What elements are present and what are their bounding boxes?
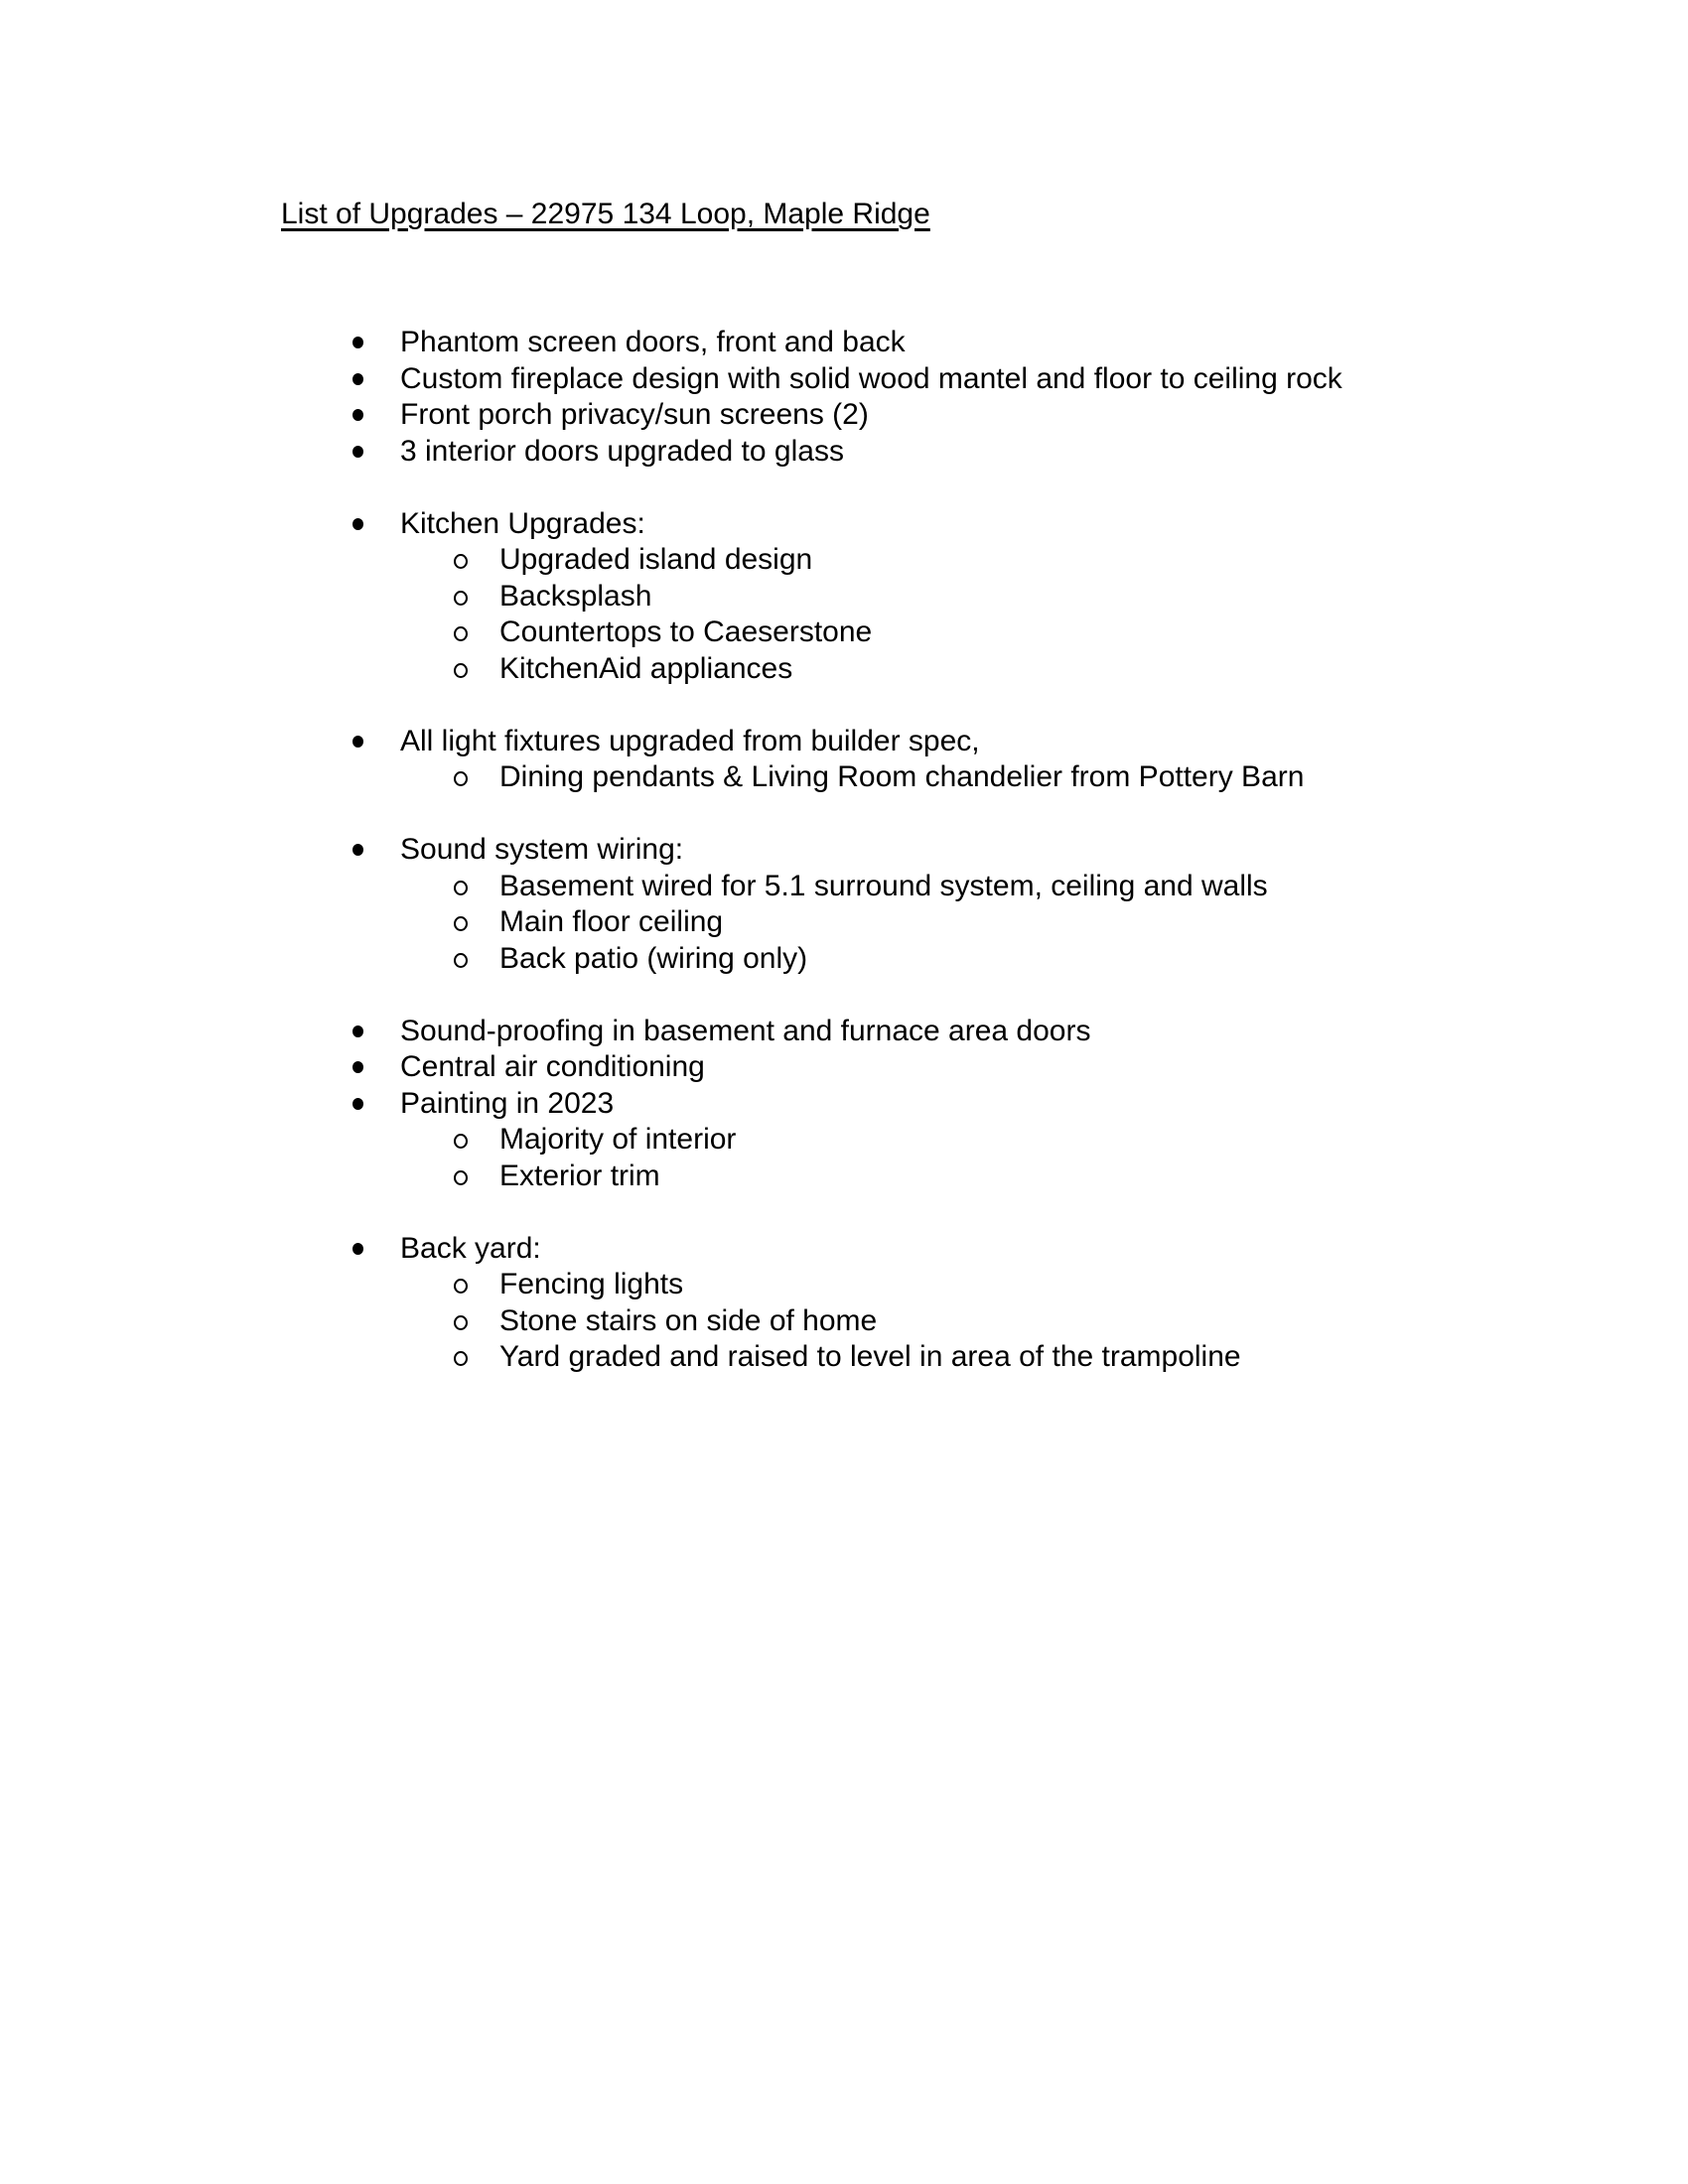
list-item-text: Basement wired for 5.1 surround system, ceiling and walls [499, 869, 1268, 902]
list-item-text: Front porch privacy/sun screens (2) [400, 398, 869, 431]
list-item-text: Fencing lights [499, 1268, 684, 1300]
list-item [281, 832, 1453, 869]
list-item [281, 651, 1453, 688]
bullet-circle-icon [454, 953, 468, 968]
list-item-text: 3 interior doors upgraded to glass [400, 434, 844, 468]
bullet-dot-icon [352, 1243, 363, 1255]
list-item-text: Kitchen Upgrades: [400, 506, 645, 540]
list-item [281, 1086, 1453, 1123]
bullet-dot-icon [352, 1061, 363, 1073]
list-item [281, 361, 1453, 398]
list-item [281, 1049, 1453, 1086]
list-item-text: Back patio (wiring only) [499, 941, 808, 975]
document-title: List of Upgrades – 22975 134 Loop, Maple Ridge [281, 198, 930, 230]
bullet-dot-icon [352, 409, 363, 421]
list-item-text: Painting in 2023 [400, 1086, 615, 1120]
list-item [281, 904, 1453, 941]
list-item [281, 325, 1453, 361]
list-item [281, 397, 1453, 434]
list-item-text: Sound system wiring: [400, 833, 684, 866]
list-item [281, 542, 1453, 579]
list-item-text: Back yard: [400, 1231, 541, 1265]
list-item [281, 614, 1453, 651]
bullet-circle-icon [454, 626, 468, 641]
list-item [281, 579, 1453, 615]
bullet-dot-icon [352, 844, 363, 856]
list-item [281, 1014, 1453, 1050]
bullet-dot-icon [352, 446, 363, 458]
bullet-dot-icon [352, 518, 363, 530]
bullet-circle-icon [454, 1134, 468, 1149]
bullet-circle-icon [454, 1351, 468, 1366]
list-item [281, 724, 1453, 760]
list-item [281, 941, 1453, 978]
bullet-circle-icon [454, 1315, 468, 1330]
list-item-text: Yard graded and raised to level in area of the trampoline [499, 1340, 1241, 1373]
bullet-dot-icon [352, 1098, 363, 1110]
list-item [281, 1231, 1453, 1268]
list-item-text: Main floor ceiling [499, 905, 724, 938]
list-item-text: Stone stairs on side of home [499, 1303, 878, 1337]
upgrade-list [281, 325, 1453, 1376]
bullet-circle-icon [454, 771, 468, 786]
list-item-text: KitchenAid appliances [499, 651, 793, 685]
list-item-text: Dining pendants & Living Room chandelier from Pottery Barn [499, 760, 1305, 793]
list-item-text: Upgraded island design [499, 543, 813, 576]
list-item [281, 506, 1453, 543]
list-item-text: Countertops to Caeserstone [499, 615, 873, 648]
list-item-text: Exterior trim [499, 1159, 660, 1192]
list-item [281, 869, 1453, 905]
bullet-dot-icon [352, 373, 363, 385]
list-item [281, 1267, 1453, 1303]
list-item-text: Central air conditioning [400, 1050, 705, 1083]
list-item [281, 759, 1453, 796]
list-item-text: Backsplash [499, 579, 652, 613]
list-item-text: Phantom screen doors, front and back [400, 326, 906, 358]
bullet-dot-icon [352, 337, 363, 348]
bullet-circle-icon [454, 591, 468, 606]
bullet-circle-icon [454, 554, 468, 569]
bullet-circle-icon [454, 916, 468, 931]
list-item [281, 1339, 1453, 1376]
list-item-text: Sound-proofing in basement and furnace area doors [400, 1014, 1091, 1047]
document-content [281, 196, 1453, 1376]
list-item [281, 1122, 1453, 1159]
bullet-circle-icon [454, 1279, 468, 1294]
list-item-text: Majority of interior [499, 1123, 737, 1156]
list-item [281, 1159, 1453, 1195]
bullet-dot-icon [352, 1025, 363, 1037]
bullet-circle-icon [454, 881, 468, 895]
bullet-circle-icon [454, 1170, 468, 1185]
list-item [281, 1303, 1453, 1340]
bullet-dot-icon [352, 736, 363, 748]
list-item-text: All light fixtures upgraded from builder spec, [400, 724, 980, 757]
list-item [281, 434, 1453, 471]
list-item-text: Custom fireplace design with solid wood mantel and floor to ceiling rock [400, 361, 1342, 395]
bullet-circle-icon [454, 663, 468, 678]
